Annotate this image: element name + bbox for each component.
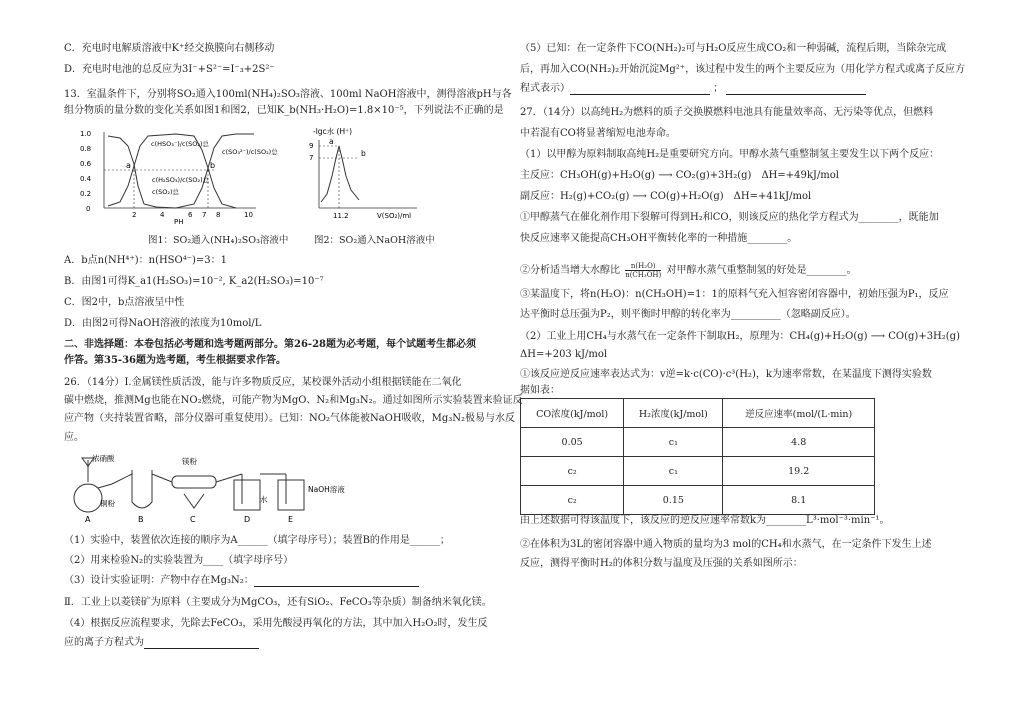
figure-2-caption: 图2：SO₂通入NaOH溶液中 — [314, 235, 435, 246]
q26-5-line1: （5）已知：在一定条件下CO(NH₂)₂可与H₂O反应生成CO₂和一种弱碱，流程后期，当除杂完成 — [520, 43, 947, 54]
table-cell: 0.05 — [521, 428, 624, 457]
q26-5-line2: 后，再加入CO(NH₂)₂开始沉淀Mg²⁺，该过程中发生的两个主要反应为（用化学方程式或离子反应方 — [520, 64, 966, 75]
option-c-line: C．充电时电解质溶液中K⁺经交换膜向右侧移动 — [64, 43, 275, 54]
q27-line1: 27．（14分）以高纯H₂为燃料的质子交换膜燃料电池具有能量效率高、无污染等优点，但燃料 — [520, 107, 934, 118]
label-b: B — [138, 515, 144, 524]
option-a: A．b点n(NH⁴⁺)：n(HSO⁴⁻)=3：1 — [64, 255, 228, 266]
naoh-label: NaOH溶液 — [308, 485, 345, 494]
fig2-ytick-9: 9 — [309, 142, 314, 150]
fig1-ytick-5: 0 — [86, 205, 91, 213]
answer-blank-5b[interactable] — [726, 83, 866, 95]
q26-sub4-text: 应的离子方程式为 — [64, 637, 144, 648]
q27-1-2-post: 对甲醇水蒸气重整制氢的好处是________。 — [666, 265, 857, 276]
table-cell: 8.1 — [723, 486, 875, 515]
flask-a — [74, 484, 102, 512]
option-d: D．由图2可得NaOH溶液的浓度为10mol/L — [64, 318, 262, 329]
bottle-e — [278, 480, 304, 510]
fig1-label-so3: c(SO₃²⁻)/c(SO₂)总 — [222, 148, 278, 156]
fig1-label-total: c(SO₂)总 — [152, 188, 179, 196]
copper-label: 铜粉 — [100, 499, 115, 508]
q27-2-1-line1: ①该反应逆反应速率表达式为：v逆=k·c(CO)·c³(H₂)，k为速率常数，在某温度下测得实验数 — [520, 369, 932, 380]
u-tube-b — [132, 470, 152, 508]
figure-1-caption: 图1：SO₂通入(NH₄)₂SO₃溶液中 — [148, 235, 289, 246]
q26-sub3-text: （3）设计实验证明：产物中存在Mg₃N₂： — [64, 575, 254, 586]
answer-blank-4[interactable] — [144, 637, 259, 649]
table-cell: c₁ — [624, 457, 723, 486]
q26-part2: Ⅱ．工业上以菱镁矿为原料（主要成分为MgCO₃，还有SiO₂、FeCO₃等杂质）制备纳米氧化镁。 — [64, 597, 492, 608]
table-header-h2: H₂浓度(kJ/mol) — [624, 399, 723, 428]
label-c: C — [190, 515, 196, 524]
fig1-xtick-6: 6 — [188, 211, 193, 219]
q26-sub4-line1: （4）根据反应流程要求，先除去FeCO₃，采用先酸浸再氧化的方法，其中加入H₂O₂时，发生反 — [64, 618, 488, 629]
q26-sub1: （1）实验中，装置依次连接的顺序为A______（填字母序号）；装置B的作用是______； — [64, 535, 450, 546]
q26-line3: 应产物（夹持装置省略，部分仪器可重复使用）。已知：NO₂气体能被NaOH吸收，Mg₃N₂极易与水反 — [64, 413, 515, 424]
table-cell: c₂ — [521, 457, 624, 486]
side-reaction: 副反应：H₂(g)+CO₂(g) ⟶ CO(g)+H₂O(g) ΔH=+41kJ/mol — [520, 191, 812, 202]
section-2-heading-1: 二、非选择题：本卷包括必考题和选考题两部分。第26-28题为必考题，每个试题考生都必须 — [64, 339, 476, 350]
table-cell: c₁ — [624, 428, 723, 457]
q26-line2: 碳中燃烧，推测Mg也能在NO₂燃烧，可能产物为MgO、N₂和Mg₃N₂。通过如图所示实验装置来验证反 — [64, 395, 523, 406]
q27-1-3-line1: ③某温度下，将n(H₂O)：n(CH₃OH)=1：1的原料气充入恒容密闭容器中，初始压强为P₁，反应 — [520, 289, 949, 300]
fig2-curve — [321, 146, 359, 202]
table-header-rate: 逆反应速率(mol/(L·min) — [723, 399, 875, 428]
table-cell: c₂ — [521, 486, 624, 515]
fig2-ytick-7: 7 — [309, 154, 314, 162]
right-column — [520, 0, 972, 724]
label-a: A — [85, 515, 91, 524]
q27-1-2 — [520, 262, 856, 279]
fig1-xtick-8: 8 — [216, 211, 221, 219]
fig2-xlabel: V(SO₂)/ml — [377, 212, 412, 220]
table-row — [521, 486, 875, 515]
left-column — [64, 0, 534, 724]
q27-1-1-line1: ①甲醇蒸气在催化剂作用下裂解可得到H₂和CO，则该反应的热化学方程式为________，既能加 — [520, 212, 939, 223]
figure-1-chart — [76, 124, 278, 226]
table-row — [521, 428, 875, 457]
fig2-xtick: 11.2 — [333, 212, 349, 220]
label-d: D — [244, 515, 251, 524]
q26-5-line3-text: 程式表示） — [520, 83, 570, 94]
q27-2-line1: （2）工业上用CH₄与水蒸气在一定条件下制取H₂，原理为：CH₄(g)+H₂O(g) ⟶ CO(g)+3H₂(g) — [520, 331, 960, 342]
fig1-ytick-3: 0.4 — [80, 175, 92, 183]
figure-2-chart — [299, 124, 429, 224]
q26-sub2: （2）用来检验N₂的实验装置为____（填字母序号） — [64, 555, 294, 566]
bottle-d — [234, 480, 260, 510]
table-row — [521, 457, 875, 486]
q26-5-line3: 程式表示） ； — [520, 82, 866, 95]
tube-ab — [112, 474, 132, 484]
option-c: C．图2中，b点溶液呈中性 — [64, 297, 185, 308]
fig1-xtick-7: 7 — [202, 211, 207, 219]
q27-1-1-line2: 快反应速率又能提高CH₃OH平衡转化率的一种措施________。 — [520, 233, 798, 244]
fig2-point-b: b — [361, 149, 366, 158]
apparatus-diagram — [72, 452, 362, 524]
fig1-xtick-10: 10 — [244, 211, 253, 219]
burner-c — [184, 494, 204, 508]
q27-line2: 中若混有CO将显著缩短电池寿命。 — [520, 128, 676, 139]
tube-cd — [216, 474, 242, 482]
answer-blank-3[interactable] — [254, 575, 419, 587]
fraction-denominator: n(CH₃OH) — [625, 271, 662, 279]
question-13-line2: 组分物质的量分数的变化关系如图1和图2，已知K_b(NH₃·H₂O)=1.8×10⁻⁵，下列说法不正确的是 — [64, 105, 504, 116]
fig1-xtick-2: 2 — [132, 211, 137, 219]
option-b: B．由图1可得K_a1(H₂SO₃)=10⁻², K_a2(H₂SO₃)=10⁻⁷ — [64, 276, 324, 287]
fig1-point-a: a — [126, 161, 131, 170]
q27-2-line2: ΔH=+203 kJ/mol — [520, 349, 608, 360]
fig1-point-b: b — [210, 161, 216, 170]
fig1-ytick-4: 0.2 — [80, 190, 92, 198]
tube-a — [98, 484, 112, 488]
answer-blank-5a[interactable] — [570, 83, 710, 95]
q27-part1-intro: （1）以甲醇为原料制取高纯H₂是重要研究方向。甲醇水蒸气重整制氢主要发生以下两个反应： — [520, 149, 940, 160]
fig2-point-a: a — [329, 137, 334, 146]
mg-label: 镁粉 — [182, 457, 197, 466]
section-2-heading-2: 作答。第35-36题为选考题，考生根据要求作答。 — [64, 355, 286, 366]
table-header-co: CO浓度(kJ/mol) — [521, 399, 624, 428]
fig1-xtick-4: 4 — [160, 211, 165, 219]
acid-label: 浓硝酸 — [92, 454, 115, 463]
option-d-line: D．充电时电池的总反应为3I⁻+S²⁻=I⁻₃+2S²⁻ — [64, 64, 275, 75]
tube-bc — [152, 474, 172, 482]
fig1-ytick-1: 0.8 — [80, 145, 92, 153]
fig1-xlabel: PH — [174, 218, 184, 226]
fig1-ytick-0: 1.0 — [80, 130, 92, 138]
water-alcohol-fraction — [625, 262, 661, 279]
table-cell: 19.2 — [723, 457, 875, 486]
q26-sub4-line2 — [64, 636, 259, 649]
q27-1-3-line2: 达平衡时总压强为P₂，则平衡时甲醇的转化率为__________（忽略副反应）。 — [520, 309, 856, 320]
q26-line4: 应。 — [64, 432, 84, 443]
question-13-line1: 13．室温条件下，分别将SO₂通入100ml(NH₄)₂SO₃溶液、100ml NaOH溶液中，测得溶液pH与各 — [64, 89, 512, 100]
tube-c — [172, 476, 216, 488]
main-reaction: 主反应：CH₃OH(g)+H₂O(g) ⟶ CO₂(g)+3H₂(g) ΔH=+49kJ/mol — [520, 170, 840, 181]
fig1-label-h2so3: c(H₂SO₃)/c(SO₂)总 — [152, 176, 210, 184]
q27-2-1-line2: 据如表： — [520, 385, 560, 396]
rate-data-table — [520, 398, 875, 515]
after-table-line: 由上述数据可得该温度下，该反应的逆反应速率常数k为________L³·mol⁻³·min⁻¹。 — [520, 515, 890, 526]
q27-1-2-pre: ②分析适当增大水醇比 — [520, 265, 620, 276]
q27-2-2-line2: 反应，测得平衡时H₂的体积分数与温度及压强的关系如图所示： — [520, 558, 803, 569]
table-header-row — [521, 399, 875, 428]
fig1-label-hso3: c(HSO₃⁻)/c(SO₂)总 — [151, 140, 209, 148]
q27-2-2-line1: ②在体积为3L的密闭容器中通入物质的量均为3 mol的CH₄和水蒸气，在一定条件下发生上述 — [520, 539, 932, 550]
table-cell: 4.8 — [723, 428, 875, 457]
q26-line1: 26．（14分）Ⅰ.金属镁性质活泼，能与许多物质反应，某校课外活动小组根据镁能在二氧化 — [64, 377, 462, 388]
water-label: 水 — [260, 495, 268, 504]
fig1-ytick-2: 0.6 — [80, 160, 92, 168]
q26-sub3 — [64, 574, 419, 587]
fig2-ylabel: -lgc水 (H⁺) — [313, 127, 353, 136]
label-e: E — [288, 515, 294, 524]
fraction-numerator: n(H₂O) — [625, 262, 661, 271]
table-cell: 0.15 — [624, 486, 723, 515]
